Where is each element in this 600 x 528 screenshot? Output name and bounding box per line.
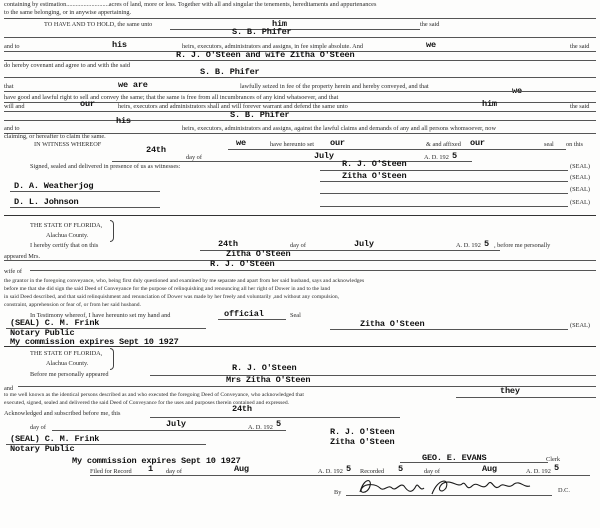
record-clerk-label: Clerk [546, 456, 560, 463]
deputy-clerk-signature [354, 474, 544, 498]
ack2-signatory-1: R. J. O'Steen [330, 427, 395, 437]
ack1-body-2: before me that she did sign the said Deed of Conveyance for the purpose of relinquishing and renouncing all her right of Dower in and to the land [4, 286, 331, 292]
ack2-person-2: Mrs Zitha O'Steen [226, 375, 311, 385]
seal-2: (SEAL) [570, 174, 590, 181]
rule [456, 397, 596, 398]
ack1-day-num: 24th [218, 239, 238, 249]
him-2: him [482, 99, 497, 109]
ack2-state: THE STATE OF FLORIDA, [30, 350, 103, 357]
his-1: his [112, 40, 127, 50]
we-1: we [426, 40, 436, 50]
record-rec-month: Aug [482, 464, 497, 474]
section-divider [4, 346, 596, 347]
ack1-month: July [354, 239, 374, 249]
we-2: we [512, 86, 522, 96]
ack1-day-of: day of [290, 242, 306, 249]
grantee-name-3: S. B. Phifer [230, 110, 290, 120]
ack1-county: Alachua County. [46, 232, 89, 239]
rule [6, 328, 206, 329]
we-are: we are [118, 80, 148, 90]
rule [218, 319, 286, 320]
rule [228, 149, 566, 150]
ack1-seal-word: Seal [290, 312, 301, 319]
witness-line [10, 191, 160, 192]
ack1-official: official [224, 309, 264, 319]
ack2-day-num: 24th [232, 404, 252, 414]
signature-line [320, 193, 568, 194]
seal-on: seal [544, 141, 554, 148]
record-rec-day: 5 [398, 464, 403, 474]
rule [150, 375, 596, 376]
seal-3: (SEAL) [570, 186, 590, 193]
habendum-word: him [272, 19, 287, 29]
ack2-notary-seal: (SEAL) C. M. Frink [10, 434, 100, 444]
the-said: the said [420, 21, 440, 28]
record-by: By [334, 489, 342, 496]
record-clerk-name: GEO. E. EVANS [422, 453, 487, 463]
signature-line [320, 181, 568, 182]
heirs-fee: heirs, executors, administrators and assigns, in fee simple absolute. And [182, 43, 363, 50]
ack1-certify: I hereby certify that on this [30, 242, 99, 249]
witness-ad: A. D. 192 [424, 154, 449, 161]
ack1-wife-of: wife of [4, 268, 23, 275]
grantee-name-1: S. B. Phifer [232, 27, 292, 37]
ack1-husband: R. J. O'Steen [210, 259, 275, 269]
ack1-testimony: In Testimony whereof, I have hereunto set my hand and [30, 312, 171, 319]
seal-4: (SEAL) [570, 199, 590, 206]
rule [4, 260, 596, 261]
ack2-notary-title: Notary Public [10, 444, 75, 454]
witness-month: July [314, 151, 334, 161]
rule [170, 29, 420, 30]
ack2-they: they [500, 386, 520, 396]
rule [4, 77, 596, 78]
witness-2: D. L. Johnson [14, 197, 79, 207]
record-dc: D.C. [558, 487, 570, 494]
ack2-body-1: to me well known as the identical persons described as and who executed the foregoing Deed of Conveyance, who acknowledged that [4, 392, 304, 398]
record-filed-day: 1 [148, 464, 153, 474]
record-rec-ad: A. D. 192 [526, 468, 551, 475]
ack2-ad: A. D. 192 [248, 424, 273, 431]
ack2-person-1: R. J. O'Steen [232, 363, 297, 373]
rule [4, 111, 596, 112]
the-said-2: the said [570, 103, 590, 110]
record-recorded: Recorded [360, 468, 385, 475]
witness-label: IN WITNESS WHEREOF [34, 141, 102, 148]
signatory-1: R. J. O'Steen [342, 159, 407, 169]
seized-text: lawfully seized in fee of the property herein and hereby conveyed, and that [240, 83, 429, 90]
signatory-2: Zitha O'Steen [342, 171, 407, 181]
witness-1: D. A. Weatherjog [14, 181, 94, 191]
ack1-body-4: constraint, apprehension or fear of, or from her said husband. [4, 302, 142, 308]
rule [4, 37, 596, 38]
rule [4, 120, 596, 121]
ack1-appeared: appeared Mrs. [4, 253, 41, 260]
grantee-name-2: S. B. Phifer [200, 67, 260, 77]
grantors-1: R. J. O'Steen and wife Zitha O'Steen [176, 50, 355, 60]
record-filed-month: Aug [234, 464, 249, 474]
signature-line [330, 329, 568, 330]
rule [4, 60, 596, 61]
ack2-brace [110, 348, 114, 370]
rule [4, 18, 596, 19]
rule [150, 417, 400, 418]
signed-label: Signed, sealed and delivered in presence of us as witnesses: [30, 163, 181, 170]
ack1-brace [110, 220, 114, 242]
ack2-county: Alachua County. [46, 360, 89, 367]
seal-1: (SEAL) [570, 163, 590, 170]
record-ad: A. D. 192 [318, 468, 343, 475]
ack1-year-digit: 5 [484, 239, 489, 249]
deed-line-2: to the same belonging, or in anywise appertaining. [4, 9, 132, 16]
ack2-before-me: Before me personally appeared [30, 371, 109, 378]
covenant-text: do hereby covenant and agree to and with the said [4, 62, 131, 69]
ack2-and: and [4, 385, 14, 392]
ack1-signatory: Zitha O'Steen [360, 319, 425, 329]
rule [52, 430, 286, 431]
rule [4, 91, 596, 92]
ack2-day-of: day of [30, 424, 46, 431]
witness-our-hand: our [330, 138, 345, 148]
have-hereunto: have hereunto set [270, 141, 315, 148]
our-1: our [80, 99, 95, 109]
ack1-body-3: in said Deed described, and that said relinquishment and renunciation of Dower was made by her freely and voluntarily ,and without any compulsion, [4, 294, 340, 300]
record-filed-year: 5 [346, 464, 351, 474]
record-filed: Filed for Record [90, 468, 132, 475]
ack2-body-2: executed, signed, sealed and delivered the said Deed of Conveyance for the uses and purposes therein contained and expressed. [4, 400, 290, 406]
record-day-of: day of [166, 468, 182, 475]
ack1-body-1: the grantor in the foregoing conveyance, who, being first duly questioned and examined by me separate and apart from her said husband, says and acknowledges [4, 278, 365, 284]
record-rec-day-of: day of [424, 468, 440, 475]
that-label: that [4, 83, 14, 90]
ack1-notary-title: Notary Public [10, 328, 75, 338]
ack2-month: July [166, 419, 186, 429]
record-rec-year: 5 [554, 463, 559, 473]
signature-line [320, 206, 568, 207]
ack1-ad: A. D. 192 [456, 242, 481, 249]
ack2-signatory-2: Zitha O'Steen [330, 437, 395, 447]
ack1-seal-label: (SEAL) [570, 322, 590, 329]
and-to-2: and to [4, 125, 20, 132]
ack2-commission: My commission expires Sept 10 1927 [72, 456, 241, 466]
rule [30, 270, 596, 271]
witness-and-affixed: & and affixed [426, 141, 461, 148]
witness-day-num: 24th [146, 145, 166, 155]
the-said-r: the said [570, 43, 590, 50]
and-to: and to [4, 43, 20, 50]
deed-line-1: containing by estimation...........................acres of land, more or less. Together with all and singular the tenements, hereditaments and appurtenances [4, 1, 377, 8]
habendum-label: TO HAVE AND TO HOLD, the same unto [44, 21, 153, 28]
witness-our-seal: our [470, 138, 485, 148]
ack1-notary-seal: (SEAL) C. M. Frink [10, 318, 100, 328]
will-and: will and [4, 103, 25, 110]
ack2-subscribed: Acknowledged and subscribed before me, this [4, 410, 121, 417]
ack1-before-me: , before me personally [494, 242, 551, 249]
ack1-state: THE STATE OF FLORIDA, [30, 222, 103, 229]
witness-line [10, 207, 160, 208]
heirs-shall: heirs, executors and administrators shall and will forever warrant and defend the same unto [118, 103, 348, 110]
witness-we: we [236, 138, 246, 148]
heirs-against: heirs, executors, administrators and assigns, against the lawful claims and demands of any and all persons whomsoever, now [182, 125, 496, 132]
rule [400, 462, 548, 463]
ack1-wife-name: Zitha O'Steen [226, 249, 291, 259]
witness-day-of: day of [186, 154, 202, 161]
rule [112, 161, 472, 162]
on-this: on this [566, 141, 583, 148]
his-2: his [116, 116, 131, 126]
have-good: have good and lawful right to sell and convey the same; that the same is free from all incumbrances of any kind whatsoever, and that [4, 94, 339, 101]
section-divider [4, 215, 596, 216]
ack2-year-digit: 5 [276, 419, 281, 429]
claiming: claiming, or hereafter to claim the same. [4, 133, 106, 140]
ack1-commission: My commission expires Sept 10 1927 [10, 337, 179, 347]
witness-year-digit: 5 [452, 151, 457, 161]
